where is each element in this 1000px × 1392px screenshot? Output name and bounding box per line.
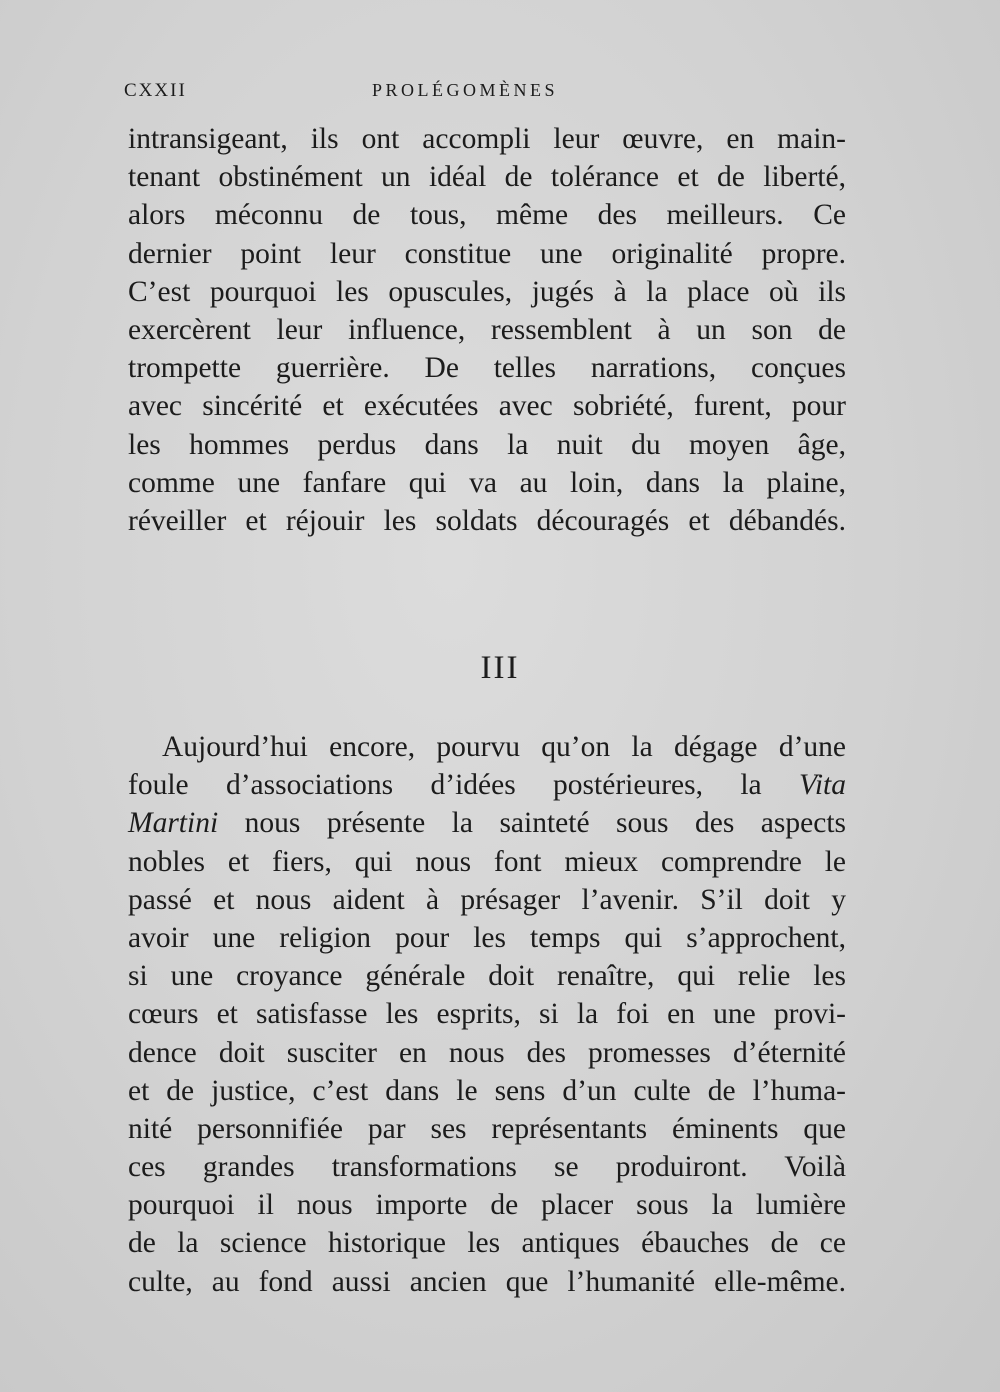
text-line: avoir une religion pour les temps qui s’approchent, <box>128 921 846 954</box>
text-line: tenant obstinément un idéal de tolérance et de liberté, <box>128 161 846 194</box>
text-line: avec sincérité et exécutées avec sobriété, furent, pour <box>128 390 846 423</box>
text-line: ces grandes transformations se produiront. Voilà <box>128 1151 846 1184</box>
section-heading: III <box>480 650 520 686</box>
text-line: nobles et fiers, qui nous font mieux comprendre le <box>128 845 846 878</box>
text-line: réveiller et réjouir les soldats découragés et débandés. <box>128 504 846 537</box>
page-number: CXXII <box>124 80 187 101</box>
italic-title: Vita <box>799 769 846 802</box>
text-line: cœurs et satisfasse les esprits, si la foi en une provi- <box>128 998 846 1031</box>
text-line: exercèrent leur influence, ressemblent à un son de <box>128 313 846 346</box>
text-line: si une croyance générale doit renaître, qui relie les <box>128 960 846 993</box>
text-line: les hommes perdus dans la nuit du moyen âge, <box>128 428 846 461</box>
text-line: passé et nous aident à présager l’avenir. S’il doit y <box>128 883 846 916</box>
text-line: trompette guerrière. De telles narrations, conçues <box>128 352 846 385</box>
text-line <box>128 804 846 842</box>
text-line: C’est pourquoi les opuscules, jugés à la place où ils <box>128 275 846 308</box>
text-line: comme une fanfare qui va au loin, dans la plaine, <box>128 466 846 499</box>
text-line <box>128 766 846 804</box>
text-line: dernier point leur constitue une originalité propre. <box>128 237 846 270</box>
text-fragment: foule d’associations d’idées postérieures, la <box>128 769 800 802</box>
text-line: intransigeant, ils ont accompli leur œuvre, en main- <box>128 123 846 155</box>
text-line: de la science historique les antiques ébauches de ce <box>128 1227 846 1260</box>
text-line: pourquoi il nous importe de placer sous la lumière <box>128 1189 846 1222</box>
running-title: PROLÉGOMÈNES <box>372 80 559 100</box>
text-line: Aujourd’hui encore, pourvu qu’on la dégage d’une <box>162 731 846 763</box>
text-line: et de justice, c’est dans le sens d’un culte de l’huma- <box>128 1074 846 1107</box>
text-fragment: nous présente la sainteté sous des aspects <box>218 807 846 840</box>
text-line: dence doit susciter en nous des promesses d’éternité <box>128 1036 846 1069</box>
text-line: nité personnifiée par ses représentants éminents que <box>128 1112 846 1145</box>
italic-title: Martini <box>128 807 219 840</box>
paragraph-continued <box>128 120 846 540</box>
text-line: culte, au fond aussi ancien que l’humanité elle-même. <box>128 1265 846 1298</box>
running-head <box>124 80 854 110</box>
text-line: alors méconnu de tous, même des meilleurs. Ce <box>128 199 846 232</box>
paragraph-section-iii <box>128 728 846 1301</box>
